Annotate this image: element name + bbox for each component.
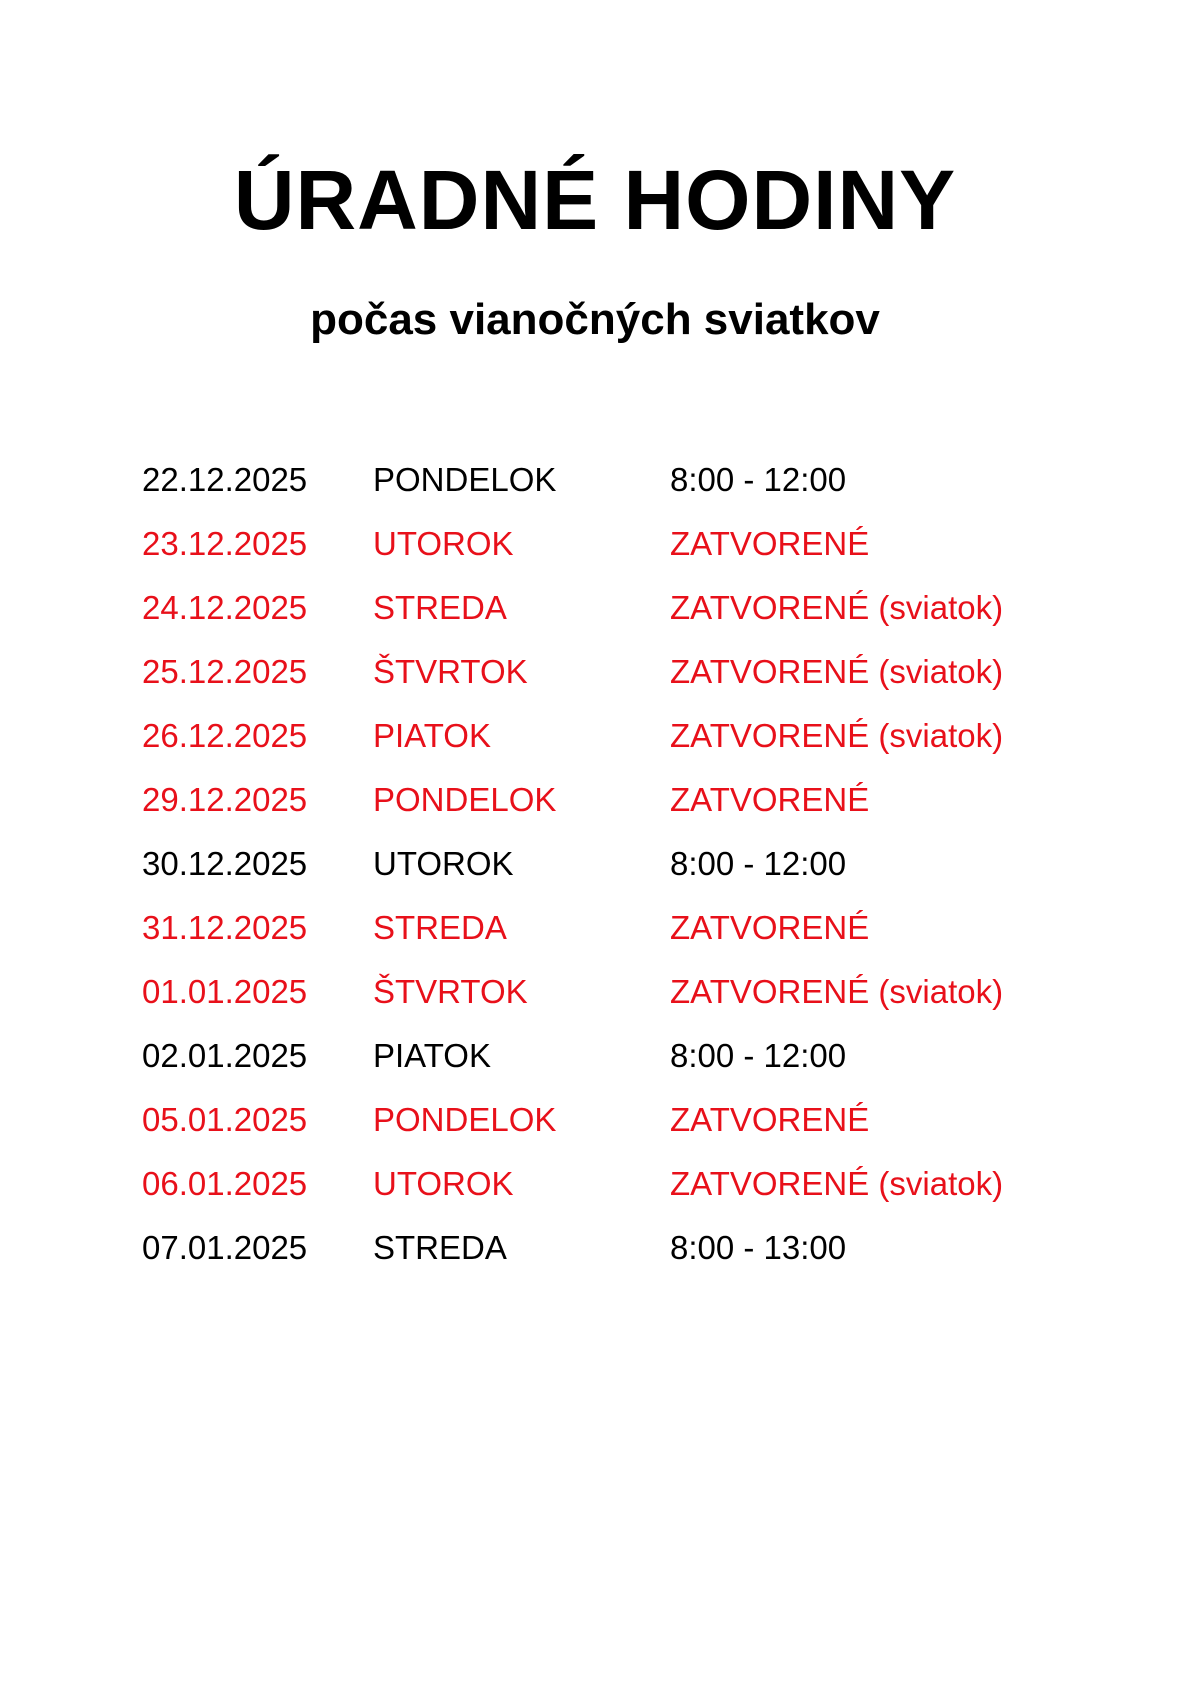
schedule-hours: ZATVORENÉ (sviatok) (670, 1165, 1004, 1202)
schedule-row (142, 906, 1042, 970)
schedule-day: ŠTVRTOK (373, 973, 528, 1010)
schedule-hours: ZATVORENÉ (670, 781, 870, 818)
schedule-hours: 8:00 - 12:00 (670, 461, 847, 498)
schedule-list (142, 458, 1042, 1290)
schedule-hours: 8:00 - 12:00 (670, 845, 847, 882)
schedule-row (142, 970, 1042, 1034)
schedule-hours: ZATVORENÉ (sviatok) (670, 973, 1004, 1010)
schedule-date: 24.12.2025 (142, 589, 308, 626)
schedule-date: 26.12.2025 (142, 717, 308, 754)
schedule-hours: 8:00 - 13:00 (670, 1229, 847, 1266)
schedule-row (142, 714, 1042, 778)
schedule-date: 05.01.2025 (142, 1101, 308, 1138)
schedule-date: 06.01.2025 (142, 1165, 308, 1202)
schedule-row (142, 458, 1042, 522)
schedule-date: 22.12.2025 (142, 461, 308, 498)
schedule-row (142, 650, 1042, 714)
schedule-row (142, 1226, 1042, 1290)
schedule-row (142, 1162, 1042, 1226)
schedule-day: UTOROK (373, 525, 514, 562)
schedule-hours: ZATVORENÉ (sviatok) (670, 589, 1004, 626)
schedule-date: 25.12.2025 (142, 653, 308, 690)
page-title: ÚRADNÉ HODINY (233, 153, 957, 247)
schedule-day: STREDA (373, 909, 507, 946)
schedule-day: PONDELOK (373, 461, 557, 498)
schedule-hours: ZATVORENÉ (sviatok) (670, 653, 1004, 690)
schedule-row (142, 778, 1042, 842)
schedule-day: PONDELOK (373, 781, 557, 818)
schedule-hours: ZATVORENÉ (670, 909, 870, 946)
schedule-date: 29.12.2025 (142, 781, 308, 818)
schedule-row (142, 842, 1042, 906)
schedule-day: UTOROK (373, 845, 514, 882)
page-subtitle: počas vianočných sviatkov (310, 295, 880, 344)
schedule-day: STREDA (373, 589, 507, 626)
schedule-date: 23.12.2025 (142, 525, 308, 562)
schedule-day: PIATOK (373, 1037, 491, 1074)
schedule-row (142, 1034, 1042, 1098)
schedule-day: ŠTVRTOK (373, 653, 528, 690)
schedule-hours: ZATVORENÉ (670, 1101, 870, 1138)
schedule-date: 30.12.2025 (142, 845, 308, 882)
schedule-row (142, 1098, 1042, 1162)
schedule-hours: ZATVORENÉ (sviatok) (670, 717, 1004, 754)
schedule-day: PONDELOK (373, 1101, 557, 1138)
schedule-date: 07.01.2025 (142, 1229, 308, 1266)
schedule-day: STREDA (373, 1229, 507, 1266)
schedule-row (142, 522, 1042, 586)
schedule-row (142, 586, 1042, 650)
schedule-date: 31.12.2025 (142, 909, 308, 946)
schedule-day: PIATOK (373, 717, 491, 754)
schedule-hours: 8:00 - 12:00 (670, 1037, 847, 1074)
schedule-hours: ZATVORENÉ (670, 525, 870, 562)
schedule-date: 01.01.2025 (142, 973, 308, 1010)
schedule-date: 02.01.2025 (142, 1037, 308, 1074)
schedule-day: UTOROK (373, 1165, 514, 1202)
